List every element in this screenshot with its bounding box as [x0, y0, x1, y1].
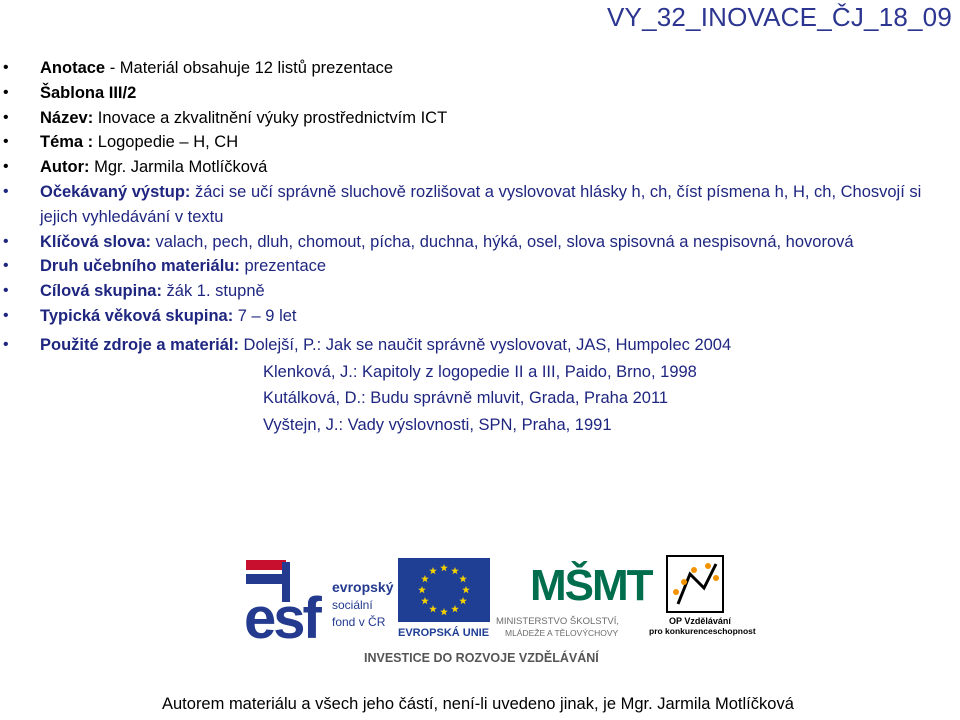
list-item-keywords	[0, 230, 950, 255]
item-value: 7 – 9 let	[233, 306, 297, 325]
list-item-topic	[0, 130, 950, 155]
item-label: Autor:	[40, 158, 90, 177]
op-line1: OP Vzdělávání	[669, 616, 731, 626]
item-label: Název:	[40, 108, 94, 127]
bullet-icon: •	[3, 306, 9, 324]
item-value: Mgr. Jarmila Motlíčková	[89, 158, 268, 177]
op-line2: pro konkurenceschopnost	[649, 626, 756, 636]
list-item-author	[0, 155, 950, 180]
op-dot	[705, 563, 711, 569]
msmt-line1: MINISTERSTVO ŠKOLSTVÍ,	[496, 616, 619, 627]
bullet-icon: •	[3, 282, 9, 300]
logos-svg	[0, 548, 960, 668]
item-label: Očekávaný výstup:	[40, 182, 191, 201]
document-code: VY_32_INOVACE_ČJ_18_09	[606, 2, 952, 32]
list-item-annotation	[0, 56, 950, 81]
eu-flag-logo	[398, 558, 490, 639]
source-line: Kutálková, D.: Budu správně mluvit, Grada, Praha 2011	[263, 389, 669, 408]
tagline-text: INVESTICE DO ROZVOJE VZDĚLÁVÁNÍ	[364, 651, 599, 665]
list-item-target-group	[0, 279, 950, 304]
msmt-line2: MLÁDEŽE A TĚLOVÝCHOVY	[505, 628, 619, 638]
op-vk-logo	[649, 556, 756, 636]
esf-line2: sociální	[332, 598, 373, 612]
item-value: - Materiál obsahuje 12 listů prezentace	[105, 59, 394, 77]
esf-line3: fond v ČR	[332, 615, 386, 629]
bullet-icon: •	[3, 232, 9, 250]
item-value: Dolejší, P.: Jak se naučit správně vyslovovat, JAS, Humpolec 2004	[238, 335, 732, 354]
item-label: Anotace	[40, 59, 106, 77]
bullet-icon: •	[3, 59, 9, 76]
bullet-icon: •	[3, 133, 9, 151]
bullet-icon: •	[3, 158, 9, 176]
esf-logo	[244, 560, 394, 651]
item-label: Typická věková skupina:	[40, 306, 234, 325]
msmt-logo	[496, 559, 654, 638]
source-line: Vyštejn, J.: Vady výslovnosti, SPN, Praha, 1991	[263, 415, 612, 434]
source-line: Klenková, J.: Kapitoly z logopedie II a III, Paido, Brno, 1998	[263, 362, 697, 381]
item-label: Téma :	[40, 133, 94, 152]
item-label: Šablona III/2	[40, 83, 137, 102]
item-value: Inovace a zkvalitnění výuky prostřednictvím ICT	[93, 108, 448, 127]
op-dot	[681, 579, 687, 585]
esf-red-bar	[246, 560, 286, 570]
item-value: valach, pech, dluh, chomout, pícha, duchna, hýká, osel, slova spisovná a nespisovná, hovorová	[150, 232, 854, 251]
esf-mark-text: esf	[244, 586, 319, 651]
eu-label: EVROPSKÁ UNIE	[398, 627, 490, 639]
bullet-icon: •	[3, 257, 9, 275]
metadata-list	[0, 56, 950, 438]
item-value: žák 1. stupně	[161, 282, 265, 301]
bullet-icon: •	[3, 108, 9, 126]
list-item-template	[0, 81, 950, 106]
list-item-name	[0, 106, 950, 131]
bullet-icon: •	[3, 83, 9, 101]
item-label: Klíčová slova:	[40, 232, 151, 251]
list-item-expected-outcome	[0, 180, 950, 230]
item-label: Cílová skupina:	[40, 282, 162, 301]
esf-line1: evropský	[332, 579, 394, 595]
item-label: Druh učebního materiálu:	[40, 257, 240, 276]
footer-author: Autorem materiálu a všech jeho částí, není-li uvedeno jinak, je Mgr. Jarmila Motlíčková	[162, 695, 794, 713]
item-value: žáci se učí správně sluchově rozlišovat a vyslovovat hlásky h, ch, číst písmena h, H, ch, Chosvojí si jejich vyhledávání v textu	[40, 182, 922, 226]
item-label: Použité zdroje a materiál:	[40, 335, 239, 354]
item-value: Logopedie – H, CH	[93, 133, 239, 152]
bullet-icon: •	[3, 335, 9, 353]
op-dot	[691, 567, 697, 573]
funding-logos-bar	[0, 548, 960, 668]
list-item-sources	[0, 331, 950, 359]
bullet-icon: •	[3, 182, 9, 200]
item-value: prezentace	[239, 257, 327, 276]
list-item-material-type	[0, 254, 950, 279]
op-dot	[713, 575, 719, 581]
op-dot	[673, 589, 679, 595]
msmt-mark-text: MŠMT	[530, 561, 652, 610]
list-item-age-group	[0, 304, 950, 329]
